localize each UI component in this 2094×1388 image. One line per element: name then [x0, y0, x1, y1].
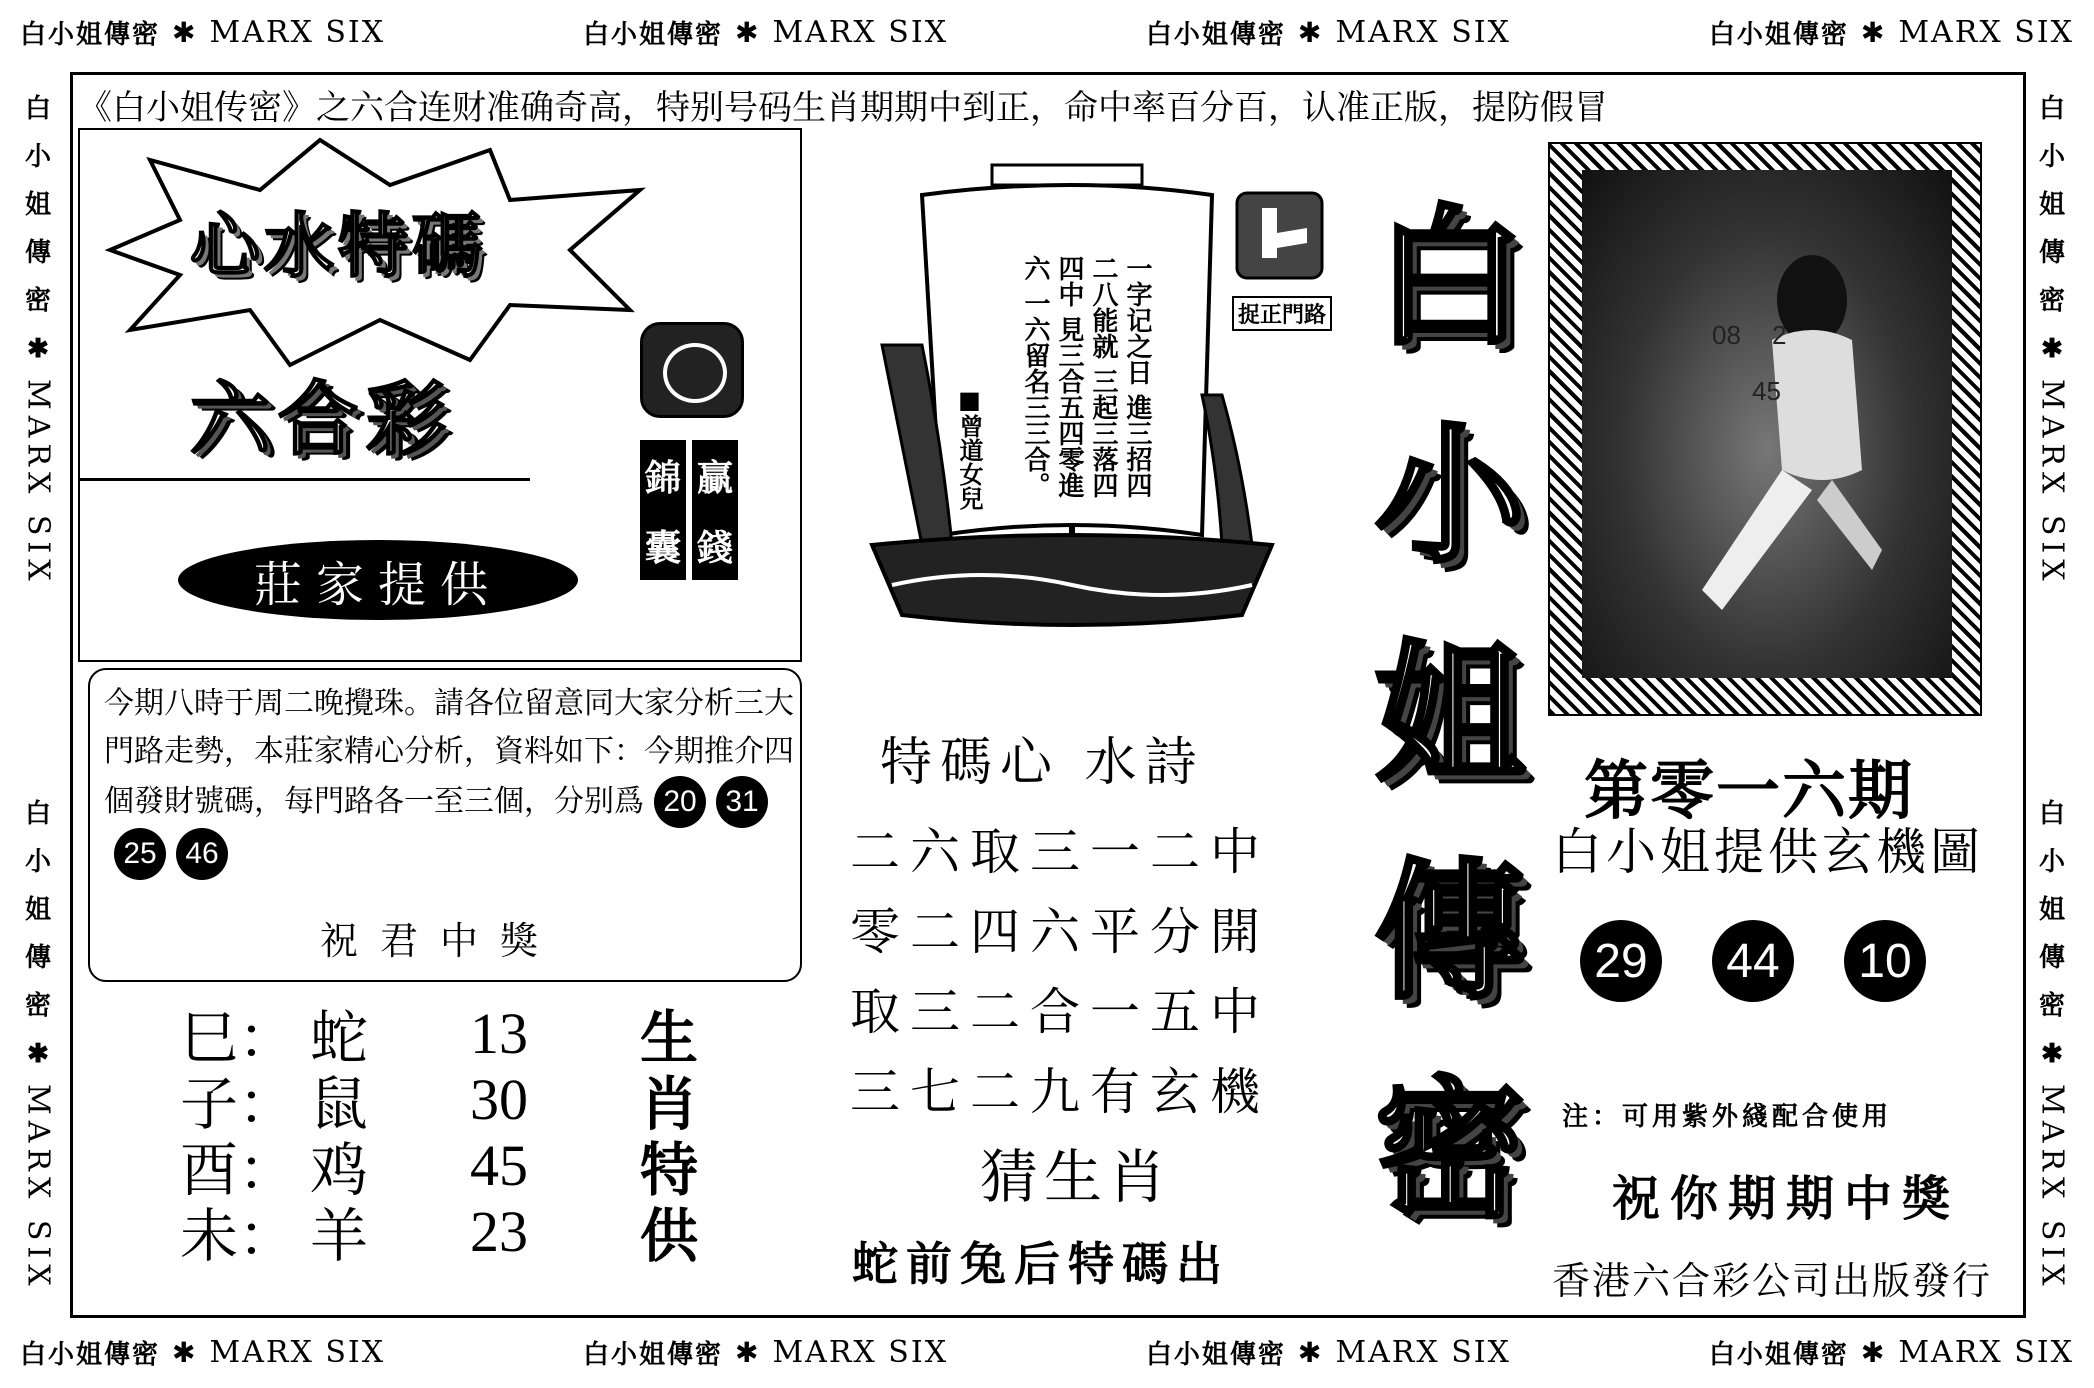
star-icon: ✱	[734, 15, 761, 49]
side-char: 姐	[24, 895, 51, 925]
star-icon: ✱	[1297, 15, 1324, 49]
side-char: 小	[24, 142, 51, 172]
zodiac-number: 23	[470, 1198, 528, 1264]
ship-signature: ■曾道女兒	[955, 385, 984, 510]
number-ball: 20	[654, 776, 706, 828]
brand-en: MARX SIX	[1898, 1334, 2074, 1370]
side-char: 密	[2038, 286, 2065, 316]
side-char: 傳	[2038, 943, 2065, 973]
notice-body: 今期八時于周二晚攪珠。請各位留意同大家分析三大門路走勢，本莊家精心分析，資料如下：今期推介四個發財號碼，每門路各一至三個，分别爲	[104, 686, 794, 819]
period-title: 第零一六期	[1584, 755, 1914, 829]
brand-en: MARX SIX	[1335, 1334, 1512, 1370]
brand-cn: 白小姐傳密	[20, 1339, 161, 1370]
border-unit	[1709, 14, 2074, 51]
guess-answer: 蛇前兔后特碼出	[852, 1237, 1230, 1291]
border-unit	[1146, 1334, 1511, 1371]
star-icon: ✱	[1297, 1335, 1324, 1369]
ship-poem: 一字记之日 進三招四二八能就 三起三落四四中 見三合五四零進六 一六留名三三合。	[1020, 255, 1152, 499]
brand-cn: 白小姐傳密	[20, 19, 161, 50]
star-icon: ✱	[172, 15, 198, 49]
ship-box-label: 捉正門路	[1232, 296, 1332, 331]
brand-cn: 白小姐傳密	[1145, 19, 1286, 50]
zodiac-branch: 酉：	[180, 1136, 297, 1204]
top-border	[20, 10, 2074, 54]
side-char: 姐	[2038, 190, 2065, 220]
brand-en: MARX SIX	[209, 1334, 386, 1370]
zodiac-animal: 蛇	[310, 1004, 369, 1072]
star-icon: ✱	[27, 334, 49, 364]
zodiac-number: 13	[470, 1000, 528, 1066]
right-border-top	[2030, 85, 2074, 587]
right-border-bottom	[2030, 790, 2074, 1292]
tag-char: 贏	[696, 456, 733, 499]
number-ball: 46	[176, 828, 228, 880]
left-border-top	[16, 85, 60, 587]
zodiac-tag: 特	[640, 1136, 699, 1204]
poem-line: 零二四六平分開	[850, 903, 1270, 961]
zodiac-branch: 巳：	[180, 1004, 297, 1072]
poem-title: 特碼心 水詩	[880, 733, 1205, 793]
side-char: 小	[2038, 142, 2065, 172]
zodiac-tag: 肖	[640, 1070, 699, 1138]
brand-cn: 白小姐傳密	[1145, 1339, 1286, 1370]
number-ball: 29	[1580, 920, 1662, 1002]
tag-char: 囊	[644, 526, 681, 569]
poem-line: 取三二合一五中	[850, 983, 1270, 1041]
brand-cn: 白小姐傳密	[1708, 1339, 1849, 1370]
side-char: 姐	[24, 190, 51, 220]
border-unit	[20, 14, 385, 51]
side-char: 白	[24, 94, 51, 124]
provider-oval: 莊家提供	[178, 540, 578, 620]
number-balls	[1580, 920, 1926, 1002]
period-subtitle: 白小姐提供玄機圖	[1552, 823, 1984, 881]
zodiac-tag: 供	[640, 1202, 699, 1270]
zodiac-row	[180, 1198, 740, 1270]
notice-cheer: 祝君中獎	[320, 919, 561, 963]
brand-cn: 白小姐傳密	[582, 19, 723, 50]
zodiac-branch: 未：	[180, 1202, 297, 1270]
poem-line: 三七二九有玄機	[850, 1063, 1270, 1121]
side-char: 密	[2038, 991, 2065, 1021]
side-char: 密	[24, 286, 51, 316]
tag-char: 錦	[644, 456, 681, 499]
brand-en: MARX SIX	[2034, 1084, 2070, 1292]
side-char: 小	[24, 847, 51, 877]
side-char: 姐	[2038, 895, 2065, 925]
zodiac-animal: 羊	[310, 1202, 369, 1270]
hand-icon	[1232, 188, 1342, 308]
star-icon: ✱	[1860, 15, 1887, 49]
border-unit	[583, 14, 948, 51]
side-char: 白	[2038, 94, 2065, 124]
star-icon: ✱	[1860, 1335, 1887, 1369]
zodiac-number: 45	[470, 1132, 528, 1198]
side-char: 白	[24, 799, 51, 829]
border-unit	[1146, 14, 1511, 51]
camera-icon	[640, 322, 744, 418]
brand-en: MARX SIX	[772, 1334, 949, 1370]
big-title-char: 白	[1374, 192, 1525, 366]
number-ball: 44	[1712, 920, 1794, 1002]
title-special-code: 心水特碼	[190, 205, 486, 287]
zodiac-tag: 生	[640, 1004, 699, 1072]
big-title	[1350, 170, 1550, 1260]
brand-en: MARX SIX	[20, 379, 56, 587]
side-char: 傳	[24, 238, 51, 268]
star-icon: ✱	[27, 1039, 49, 1069]
poem-lines	[850, 812, 1270, 1132]
star-icon: ✱	[172, 1335, 198, 1369]
tag-yingqian	[692, 440, 738, 580]
brand-cn: 白小姐傳密	[1708, 19, 1849, 50]
side-char: 傳	[24, 943, 51, 973]
zodiac-table	[180, 1000, 740, 1270]
brand-en: MARX SIX	[209, 14, 386, 50]
star-icon: ✱	[2041, 1039, 2063, 1069]
bottom-border	[20, 1330, 2074, 1374]
divider	[80, 478, 530, 481]
photo-number: 2	[1772, 320, 1787, 350]
brand-cn: 白小姐傳密	[582, 1339, 723, 1370]
photo-number: 45	[1752, 376, 1781, 406]
side-char: 白	[2038, 799, 2065, 829]
star-icon: ✱	[2041, 334, 2063, 364]
big-title-char: 小	[1374, 410, 1525, 584]
big-title-char: 傳	[1374, 846, 1525, 1020]
title-mark-six: 六合彩	[190, 373, 454, 466]
figure-silhouette-icon	[1582, 170, 1952, 678]
photo-number: 08	[1712, 320, 1741, 350]
big-title-char: 密	[1374, 1064, 1525, 1238]
poem-line: 二六取三一二中	[850, 823, 1270, 881]
tag-jinnang	[640, 440, 686, 580]
uv-note: 注：可用紫外綫配合使用	[1562, 1102, 1893, 1132]
side-char: 小	[2038, 847, 2065, 877]
brand-en: MARX SIX	[20, 1084, 56, 1292]
side-char: 傳	[2038, 238, 2065, 268]
number-ball: 25	[114, 828, 166, 880]
border-unit	[20, 1334, 385, 1371]
zodiac-animal: 鸡	[310, 1136, 369, 1204]
headline: 《白小姐传密》之六合连财准确奇高，特别号码生肖期期中到正，命中率百分百，认准正版，提防假冒	[78, 88, 1608, 128]
wish-text: 祝你期期中獎	[1612, 1171, 1961, 1227]
left-border-bottom	[16, 790, 60, 1292]
brand-en: MARX SIX	[2034, 379, 2070, 587]
zodiac-number: 30	[470, 1066, 528, 1132]
brand-en: MARX SIX	[1898, 14, 2074, 50]
photo	[1582, 170, 1952, 678]
big-title-char: 姐	[1374, 628, 1525, 802]
zodiac-animal: 鼠	[310, 1070, 369, 1138]
publisher: 香港六合彩公司出版發行	[1552, 1259, 1993, 1303]
brand-en: MARX SIX	[1335, 14, 1512, 50]
border-unit	[1709, 1334, 2074, 1371]
border-unit	[583, 1334, 948, 1371]
notice-text	[104, 680, 794, 880]
number-ball: 31	[716, 776, 768, 828]
guess-label: 猜生肖	[980, 1143, 1173, 1211]
star-icon: ✱	[734, 1335, 761, 1369]
tag-char: 錢	[696, 526, 733, 569]
side-char: 密	[24, 991, 51, 1021]
number-ball: 10	[1844, 920, 1926, 1002]
zodiac-branch: 子：	[180, 1070, 297, 1138]
brand-en: MARX SIX	[772, 14, 949, 50]
